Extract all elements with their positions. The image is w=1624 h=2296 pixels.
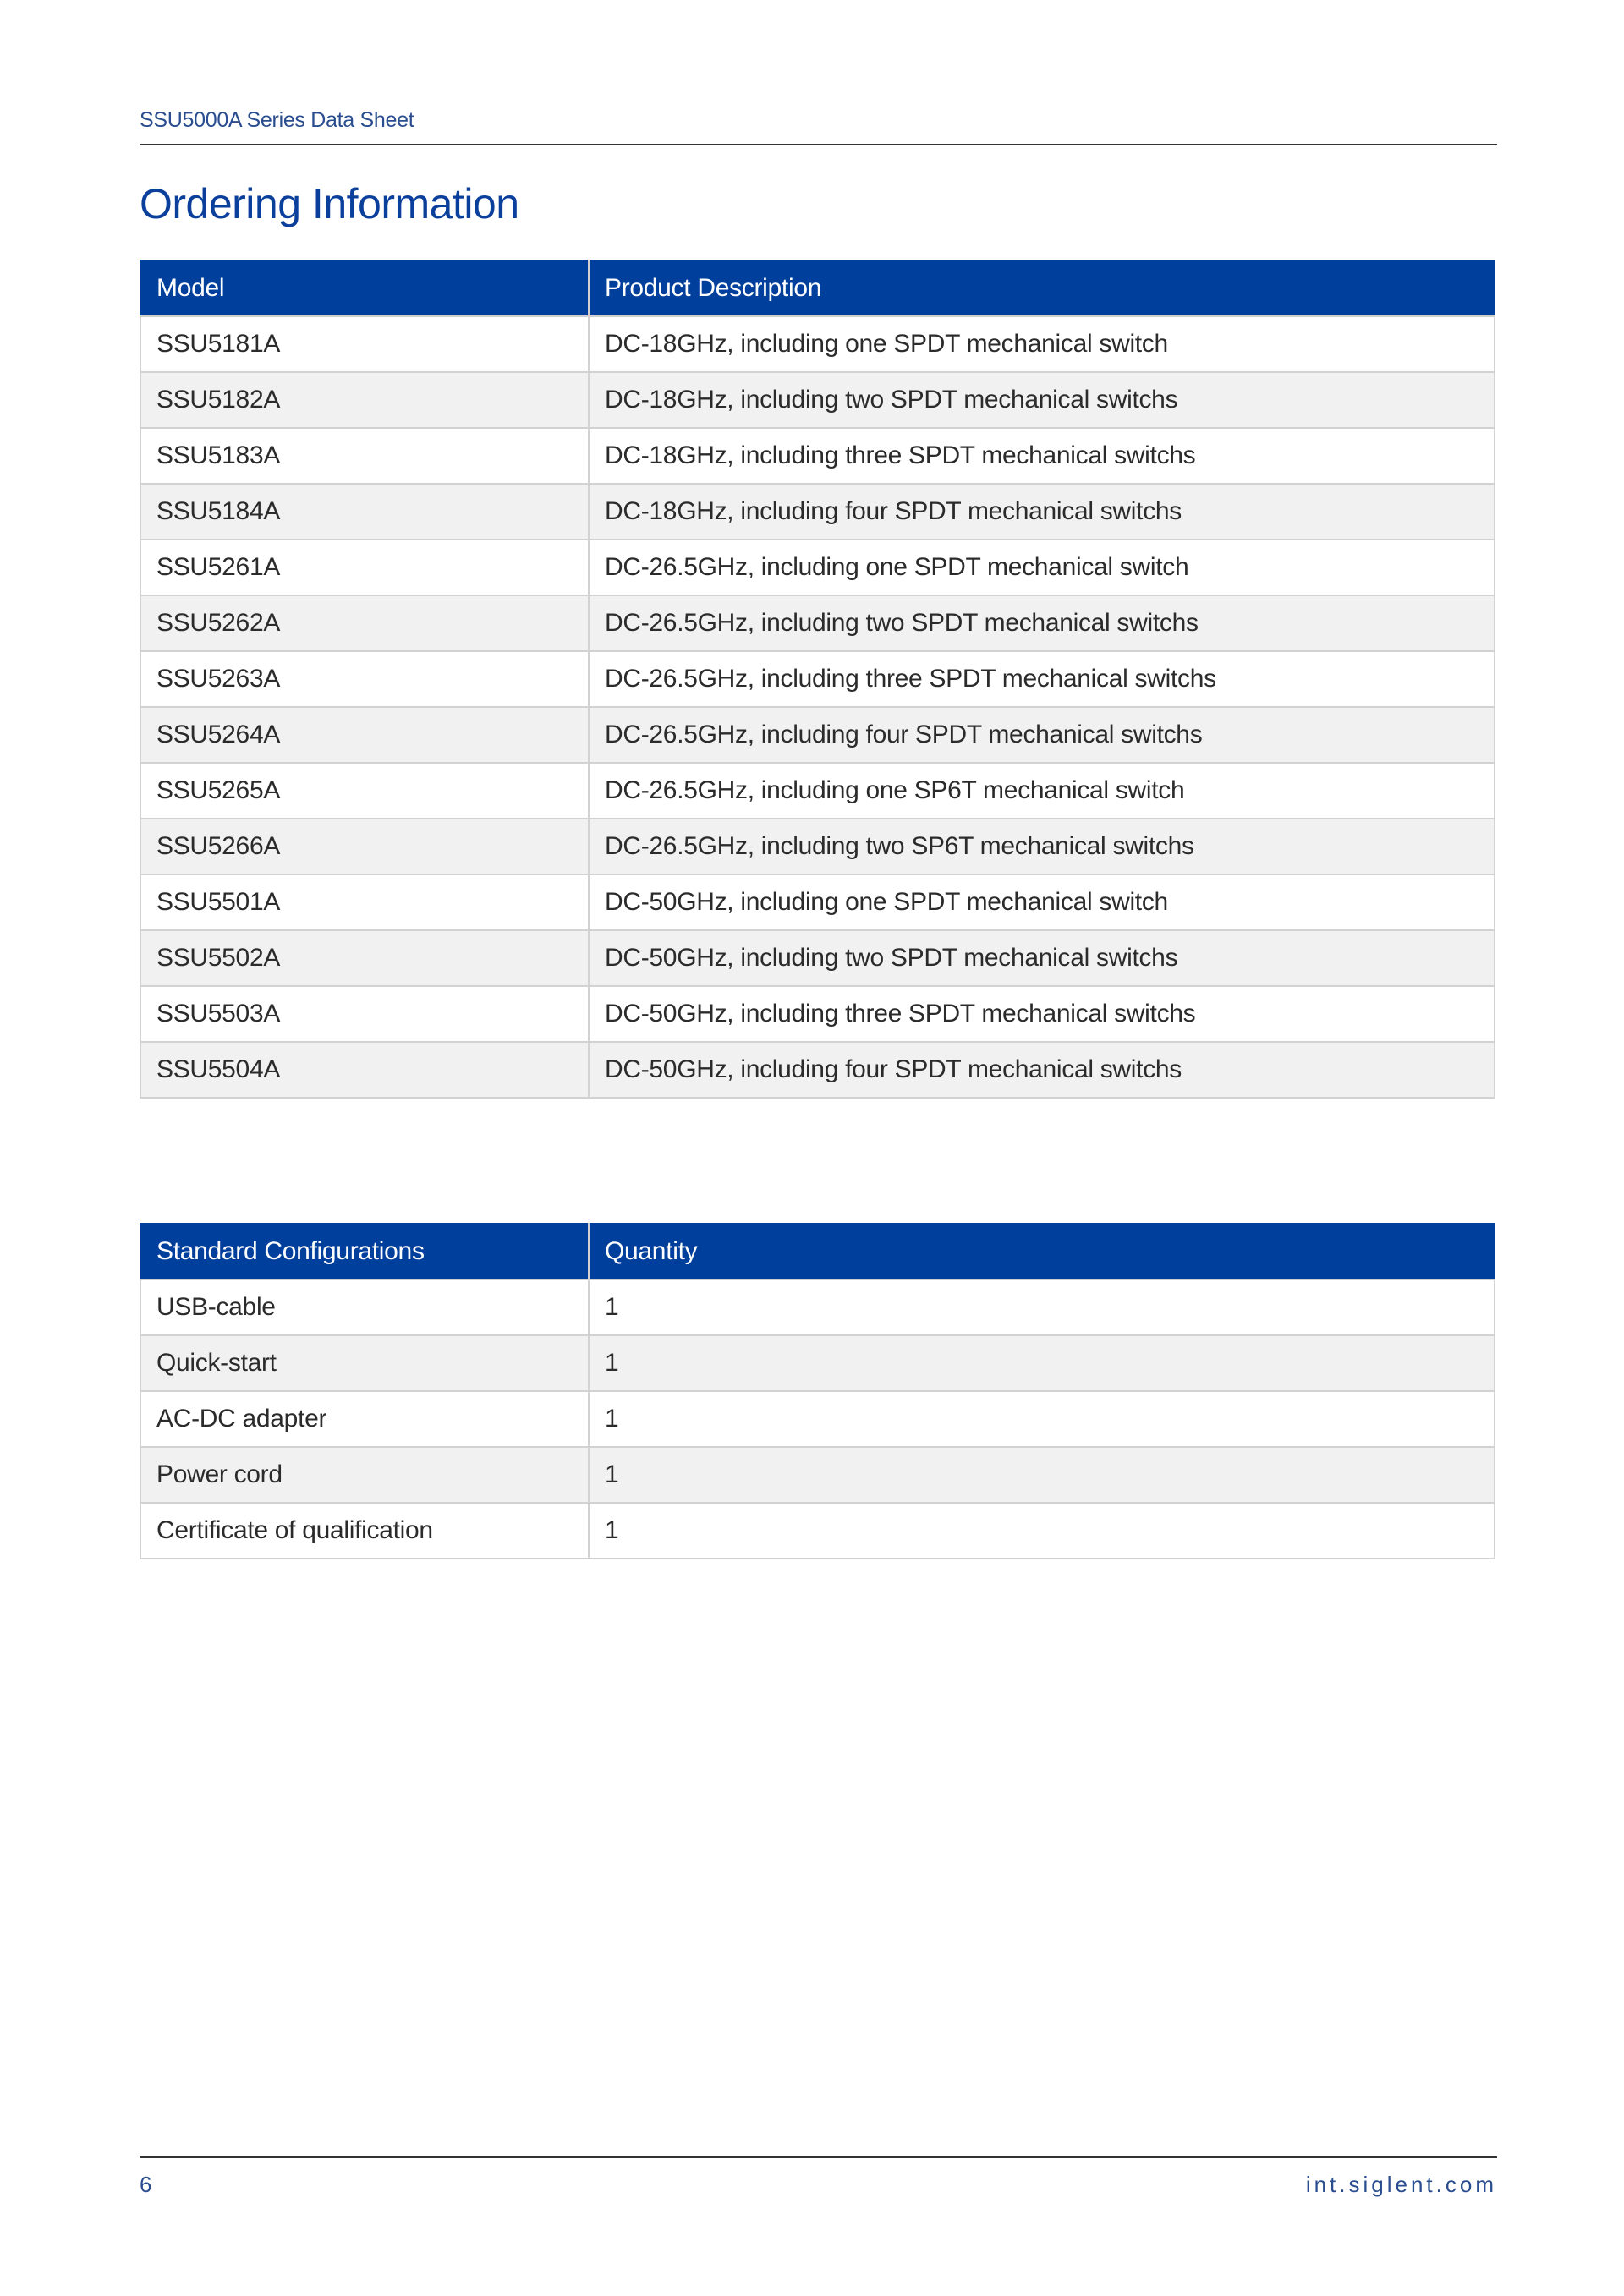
table-row — [140, 986, 1495, 1042]
table-row — [140, 651, 1495, 707]
table-row — [140, 1391, 1495, 1447]
description-cell: DC-18GHz, including three SPDT mechanical switchs — [589, 428, 1495, 484]
description-cell: DC-26.5GHz, including four SPDT mechanical switchs — [589, 707, 1495, 763]
configuration-cell: USB-cable — [140, 1280, 589, 1335]
description-cell: DC-50GHz, including two SPDT mechanical switchs — [589, 930, 1495, 986]
table-row — [140, 428, 1495, 484]
config-table-body — [140, 1280, 1495, 1559]
model-cell: SSU5265A — [140, 763, 589, 819]
page-header — [140, 108, 1497, 145]
column-header-model: Model — [140, 260, 589, 316]
model-cell: SSU5183A — [140, 428, 589, 484]
table-row — [140, 316, 1495, 372]
model-cell: SSU5266A — [140, 819, 589, 874]
description-cell: DC-18GHz, including one SPDT mechanical switch — [589, 316, 1495, 372]
website-url[interactable]: int.siglent.com — [1305, 2172, 1497, 2197]
description-cell: DC-26.5GHz, including one SP6T mechanical switch — [589, 763, 1495, 819]
ordering-table — [140, 260, 1495, 1099]
model-cell: SSU5264A — [140, 707, 589, 763]
table-row — [140, 930, 1495, 986]
model-cell: SSU5501A — [140, 874, 589, 930]
description-cell: DC-26.5GHz, including two SP6T mechanical switchs — [589, 819, 1495, 874]
quantity-cell: 1 — [589, 1335, 1495, 1391]
table-row — [140, 874, 1495, 930]
column-header-configuration: Standard Configurations — [140, 1224, 589, 1280]
description-cell: DC-18GHz, including two SPDT mechanical switchs — [589, 372, 1495, 428]
model-cell: SSU5504A — [140, 1042, 589, 1098]
configuration-cell: AC-DC adapter — [140, 1391, 589, 1447]
description-cell: DC-50GHz, including four SPDT mechanical switchs — [589, 1042, 1495, 1098]
standard-config-table — [140, 1223, 1495, 1559]
table-row — [140, 819, 1495, 874]
quantity-cell: 1 — [589, 1391, 1495, 1447]
model-cell: SSU5184A — [140, 484, 589, 540]
document-title: SSU5000A Series Data Sheet — [140, 108, 414, 132]
model-cell: SSU5263A — [140, 651, 589, 707]
configuration-cell: Quick-start — [140, 1335, 589, 1391]
column-header-quantity: Quantity — [589, 1224, 1495, 1280]
quantity-cell: 1 — [589, 1447, 1495, 1503]
configuration-cell: Certificate of qualification — [140, 1503, 589, 1559]
model-cell: SSU5262A — [140, 595, 589, 651]
page-footer — [140, 2156, 1497, 2197]
model-cell: SSU5503A — [140, 986, 589, 1042]
table-header-row — [140, 260, 1495, 316]
table-row — [140, 1280, 1495, 1335]
table-row — [140, 1447, 1495, 1503]
section-title: Ordering Information — [140, 180, 519, 227]
table-row — [140, 1335, 1495, 1391]
table-row — [140, 540, 1495, 595]
model-cell: SSU5181A — [140, 316, 589, 372]
ordering-table-body — [140, 316, 1495, 1098]
table-row — [140, 484, 1495, 540]
table-row — [140, 595, 1495, 651]
description-cell: DC-26.5GHz, including one SPDT mechanical switch — [589, 540, 1495, 595]
table-header-row — [140, 1224, 1495, 1280]
page-number: 6 — [140, 2172, 152, 2197]
description-cell: DC-26.5GHz, including two SPDT mechanical switchs — [589, 595, 1495, 651]
table-row — [140, 372, 1495, 428]
quantity-cell: 1 — [589, 1503, 1495, 1559]
model-cell: SSU5502A — [140, 930, 589, 986]
model-cell: SSU5182A — [140, 372, 589, 428]
table-row — [140, 1503, 1495, 1559]
quantity-cell: 1 — [589, 1280, 1495, 1335]
table-row — [140, 1042, 1495, 1098]
table-row — [140, 763, 1495, 819]
description-cell: DC-50GHz, including three SPDT mechanical switchs — [589, 986, 1495, 1042]
description-cell: DC-50GHz, including one SPDT mechanical switch — [589, 874, 1495, 930]
description-cell: DC-26.5GHz, including three SPDT mechanical switchs — [589, 651, 1495, 707]
description-cell: DC-18GHz, including four SPDT mechanical switchs — [589, 484, 1495, 540]
column-header-description: Product Description — [589, 260, 1495, 316]
table-row — [140, 707, 1495, 763]
model-cell: SSU5261A — [140, 540, 589, 595]
configuration-cell: Power cord — [140, 1447, 589, 1503]
